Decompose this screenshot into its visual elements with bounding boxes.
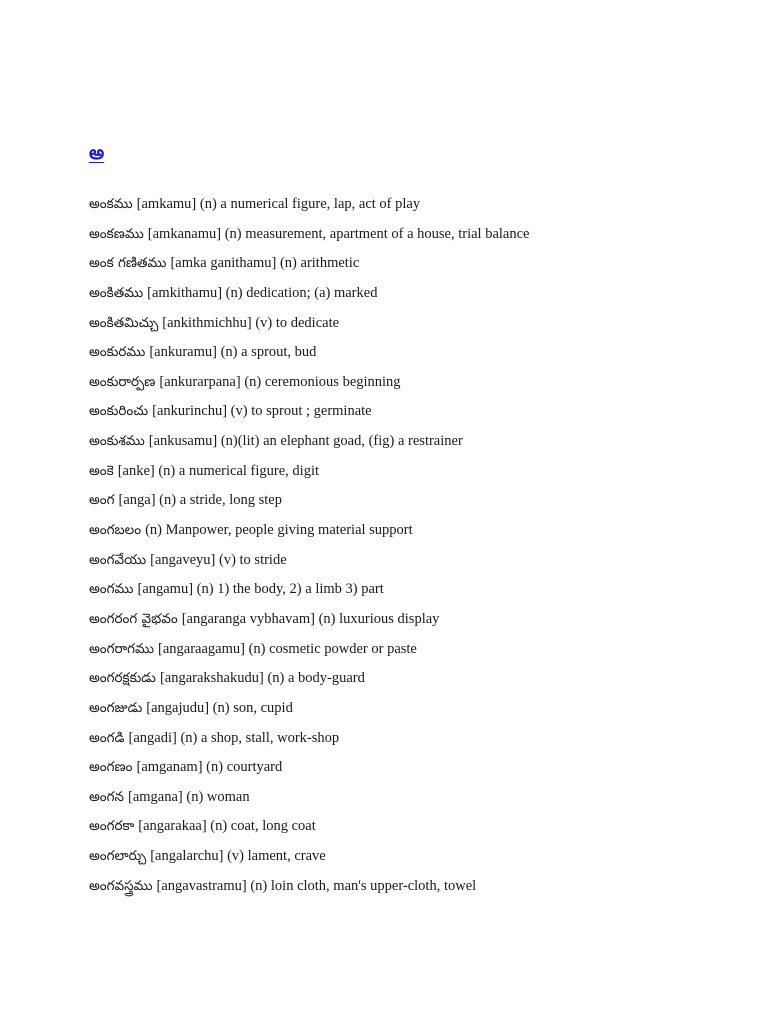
dictionary-entry bbox=[89, 488, 749, 518]
dictionary-entry bbox=[89, 637, 749, 667]
dictionary-entry bbox=[89, 459, 749, 489]
dictionary-entry bbox=[89, 814, 749, 844]
dictionary-entry bbox=[89, 340, 749, 370]
entry-headword-telugu: అంకణము bbox=[89, 225, 144, 242]
dictionary-entry bbox=[89, 577, 749, 607]
entry-definition: [ankusamu] (n)(lit) an elephant goad, (fig) a restrainer bbox=[148, 433, 463, 450]
dictionary-entry bbox=[89, 726, 749, 756]
entry-definition: [amkithamu] (n) dedication; (a) marked bbox=[147, 284, 378, 301]
dictionary-entry bbox=[89, 399, 749, 429]
entry-headword-telugu: అంగజుడు bbox=[89, 699, 143, 716]
entry-definition: (n) Manpower, people giving material support bbox=[145, 522, 413, 539]
entry-definition: [angaveyu] (v) to stride bbox=[150, 551, 287, 568]
dictionary-entry bbox=[89, 666, 749, 696]
entry-definition: [anga] (n) a stride, long step bbox=[118, 492, 282, 509]
entry-list bbox=[89, 192, 749, 903]
dictionary-entry bbox=[89, 548, 749, 578]
entry-definition: [amganam] (n) courtyard bbox=[136, 759, 283, 776]
entry-headword-telugu: అంకురము bbox=[89, 344, 146, 361]
dictionary-entry bbox=[89, 607, 749, 637]
dictionary-entry bbox=[89, 755, 749, 785]
entry-headword-telugu: అంక గణితము bbox=[89, 255, 167, 272]
entry-headword-telugu: అంగము bbox=[89, 581, 134, 598]
entry-headword-telugu: అంగణం bbox=[89, 759, 133, 776]
dictionary-entry bbox=[89, 281, 749, 311]
entry-definition: [ankurinchu] (v) to sprout ; germinate bbox=[152, 403, 372, 420]
entry-definition: [angaranga vybhavam] (n) luxurious display bbox=[181, 610, 440, 627]
entry-headword-telugu: అంగడి bbox=[89, 729, 125, 746]
entry-headword-telugu: అంగరంగ వైభవం bbox=[89, 610, 178, 627]
entry-headword-telugu: అంగవేయు bbox=[89, 551, 147, 568]
entry-definition: [angarakaa] (n) coat, long coat bbox=[138, 818, 316, 835]
entry-headword-telugu: అంగన bbox=[89, 788, 124, 805]
entry-definition: [angarakshakudu] (n) a body-guard bbox=[159, 670, 365, 687]
entry-headword-telugu: అంకురార్పణ bbox=[89, 373, 156, 390]
entry-definition: [amgana] (n) woman bbox=[128, 788, 250, 805]
entry-definition: [angadi] (n) a shop, stall, work-shop bbox=[128, 729, 340, 746]
entry-definition: [ankithmichhu] (v) to dedicate bbox=[162, 314, 340, 331]
dictionary-entry bbox=[89, 429, 749, 459]
dictionary-entry bbox=[89, 874, 749, 904]
entry-headword-telugu: అంగలార్చు bbox=[89, 848, 147, 865]
dictionary-entry bbox=[89, 696, 749, 726]
dictionary-entry bbox=[89, 370, 749, 400]
entry-definition: [angamu] (n) 1) the body, 2) a limb 3) part bbox=[137, 581, 384, 598]
entry-definition: [amka ganithamu] (n) arithmetic bbox=[170, 255, 360, 272]
entry-definition: [amkamu] (n) a numerical figure, lap, act of play bbox=[136, 196, 421, 212]
entry-headword-telugu: అంకము bbox=[89, 196, 133, 212]
dictionary-entry bbox=[89, 192, 749, 222]
entry-definition: [ankurarpana] (n) ceremonious beginning bbox=[159, 373, 401, 390]
entry-headword-telugu: అంకురించు bbox=[89, 403, 149, 420]
dictionary-entry bbox=[89, 518, 749, 548]
entry-headword-telugu: అంగవస్త్రము bbox=[89, 877, 153, 894]
dictionary-entry bbox=[89, 222, 749, 252]
entry-headword-telugu: అంగబలం bbox=[89, 522, 142, 539]
entry-headword-telugu: అంకుశము bbox=[89, 433, 145, 450]
entry-headword-telugu: అంగరక్షకుడు bbox=[89, 670, 156, 687]
entry-headword-telugu: అంగ bbox=[89, 492, 115, 509]
dictionary-entry bbox=[89, 311, 749, 341]
entry-definition: [angalarchu] (v) lament, crave bbox=[150, 848, 326, 865]
entry-definition: [anke] (n) a numerical figure, digit bbox=[117, 462, 320, 479]
entry-headword-telugu: అంకె bbox=[89, 462, 114, 479]
entry-definition: [ankuramu] (n) a sprout, bud bbox=[149, 344, 317, 361]
dictionary-entry bbox=[89, 844, 749, 874]
entry-definition: [angavastramu] (n) loin cloth, man's upper-cloth, towel bbox=[156, 877, 477, 894]
entry-headword-telugu: అంకితమిచ్చు bbox=[89, 314, 159, 331]
entry-definition: [angajudu] (n) son, cupid bbox=[146, 699, 293, 716]
dictionary-entry bbox=[89, 785, 749, 815]
letter-heading-link[interactable]: అ bbox=[89, 142, 105, 164]
entry-definition: [amkanamu] (n) measurement, apartment of a house, trial balance bbox=[147, 225, 530, 242]
dictionary-entry bbox=[89, 251, 749, 281]
entry-headword-telugu: అంగరకా bbox=[89, 818, 135, 835]
entry-headword-telugu: అంకితము bbox=[89, 284, 144, 301]
entry-definition: [angaraagamu] (n) cosmetic powder or paste bbox=[158, 640, 417, 657]
entry-headword-telugu: అంగరాగము bbox=[89, 640, 154, 657]
